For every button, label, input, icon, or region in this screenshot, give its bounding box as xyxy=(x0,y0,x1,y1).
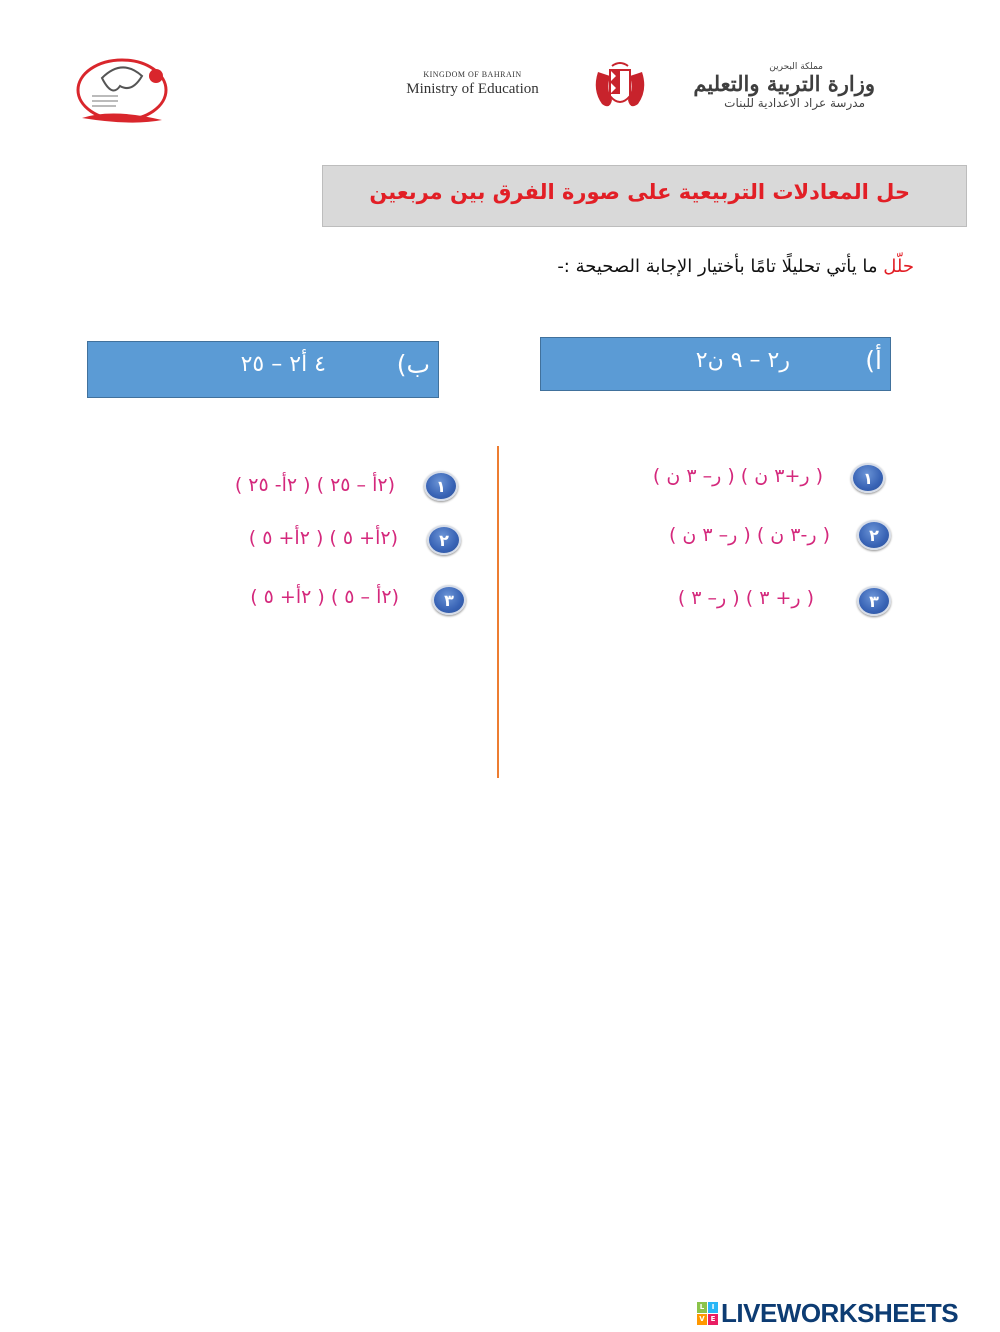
liveworksheets-mark-icon xyxy=(697,1302,718,1325)
school-logo xyxy=(72,48,172,130)
option-b2-text[interactable]: (٢أ+ ٥ ) ( ٢أ+ ٥ ) xyxy=(248,527,398,549)
option-a2-radio[interactable] xyxy=(857,520,891,550)
liveworksheets-logo xyxy=(697,1298,958,1328)
school-name-ar: مدرسة عراد الاعدادية للبنات xyxy=(724,96,865,110)
option-a3-text[interactable]: ( ر+ ٣ ) ( ر– ٣ ) xyxy=(677,587,814,609)
title-bar xyxy=(322,165,967,227)
question-b-expression: ٤ أ٢ – ٢٥ xyxy=(240,352,326,377)
ministry-label-en: Ministry of Education xyxy=(406,81,539,97)
option-a1-text[interactable]: ( ر+٣ ن ) ( ر– ٣ ن ) xyxy=(652,465,823,487)
mark-letter-v: V xyxy=(697,1314,707,1325)
option-b1-radio[interactable] xyxy=(424,471,458,501)
option-b3-radio[interactable] xyxy=(432,585,466,615)
ministry-name-ar xyxy=(650,62,875,128)
option-b1-text[interactable]: (٢أ – ٢٥ ) ( ٢أ- ٢٥ ) xyxy=(234,474,395,496)
ministry-label-ar: وزارة التربية والتعليم xyxy=(693,71,875,96)
option-b3-text[interactable]: (٢أ – ٥ ) ( ٢أ+ ٥ ) xyxy=(250,586,399,608)
question-b-box xyxy=(87,341,439,398)
question-a-box xyxy=(540,337,891,391)
liveworksheets-wordmark: LIVEWORKSHEETS xyxy=(721,1297,959,1328)
option-a2-text[interactable]: ( ر-٣ ن ) ( ر– ٣ ن ) xyxy=(668,524,830,546)
option-a3-radio[interactable] xyxy=(857,586,891,616)
question-a-expression: ر٢ – ٩ ن٢ xyxy=(695,348,790,373)
option-b3-number: ٣ xyxy=(444,590,454,610)
mark-letter-l: L xyxy=(697,1302,707,1313)
option-a3-number: ٣ xyxy=(869,591,879,611)
bahrain-emblem-icon xyxy=(590,60,650,116)
ministry-name-en xyxy=(370,70,575,110)
mark-letter-e: E xyxy=(708,1314,718,1325)
instruction-verb: حلّل xyxy=(883,256,914,277)
worksheet-title: حل المعادلات التربيعية على صورة الفرق بين مربعين xyxy=(369,180,910,204)
instruction xyxy=(557,256,914,277)
kingdom-label-ar: مملكة البحرين xyxy=(769,62,823,72)
option-b2-radio[interactable] xyxy=(427,525,461,555)
instruction-text: ما يأتي تحليلًا تامًا بأختيار الإجابة الصحيحة :- xyxy=(557,256,884,277)
question-a-label: أ) xyxy=(865,346,882,375)
kingdom-label-en: KINGDOM OF BAHRAIN xyxy=(423,70,522,79)
option-a1-number: ١ xyxy=(863,468,873,488)
column-divider xyxy=(497,446,499,778)
option-a2-number: ٢ xyxy=(869,525,879,545)
question-b-label: ب) xyxy=(396,350,430,379)
mark-letter-i: I xyxy=(708,1302,718,1313)
option-b1-number: ١ xyxy=(436,476,446,496)
option-a1-radio[interactable] xyxy=(851,463,885,493)
option-b2-number: ٢ xyxy=(439,530,449,550)
